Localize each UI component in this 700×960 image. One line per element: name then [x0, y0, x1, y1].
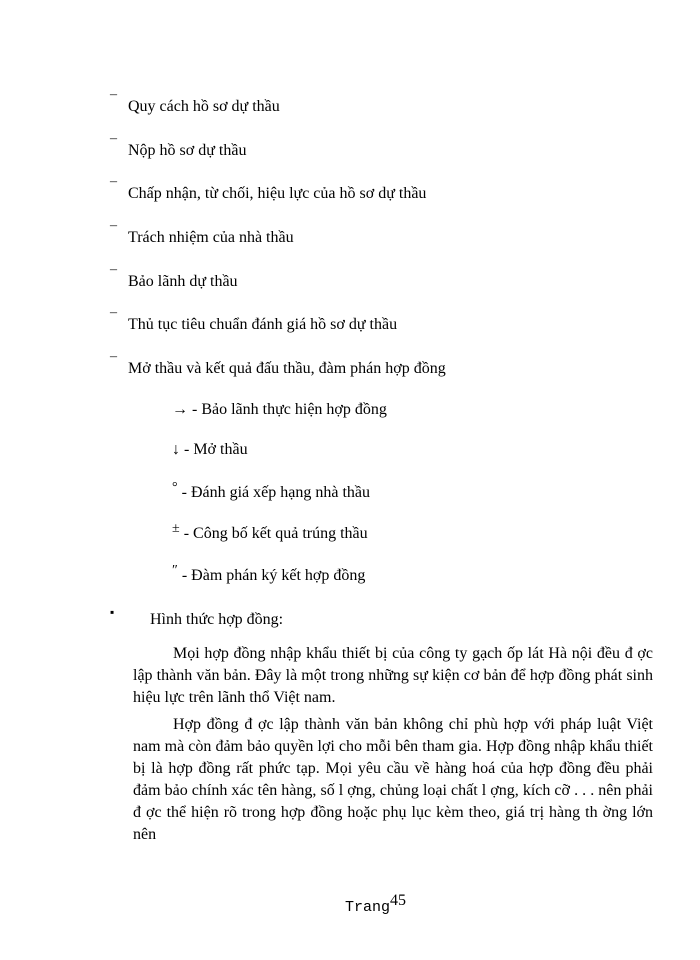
- arrow-down-icon: ↓: [172, 441, 180, 458]
- sub-list-item: [172, 521, 368, 545]
- body-paragraph: Mọi hợp đồng nhập khẩu thiết bị của công ty gạch ốp lát Hà nội đều đ ợc lập thành văn bản. Đây là một trong những sự kiện cơ bản để hợp đồng phát sinh hiệu lực trên lãnh thổ Việt nam.: [133, 645, 653, 706]
- square-bullet-icon: ▪: [110, 605, 115, 619]
- list-item: [110, 269, 238, 293]
- dash-marker: ¯: [110, 269, 117, 284]
- page-label: Trang: [345, 899, 391, 916]
- sub-list-item: [172, 480, 370, 504]
- sub-list-item-text: - Bảo lãnh thực hiện hợp đồng: [192, 401, 387, 418]
- list-item: [110, 181, 427, 205]
- dash-marker: ¯: [110, 312, 117, 327]
- dash-marker: ¯: [110, 356, 117, 371]
- list-item-text: Trách nhiệm của nhà thầu: [128, 229, 294, 246]
- list-item-text: Quy cách hồ sơ dự thầu: [128, 98, 280, 115]
- list-item: [110, 225, 294, 249]
- degree-icon: °: [172, 480, 178, 495]
- sub-list-item: [172, 400, 387, 420]
- sub-list-item-text: - Đánh giá xếp hạng nhà thầu: [181, 484, 370, 501]
- sub-list-item-text: - Đàm phán ký kết hợp đồng: [181, 567, 366, 584]
- page-footer: [345, 892, 407, 916]
- sub-list-item-text: - Công bố kết quả trúng thầu: [183, 525, 368, 542]
- list-item-text: Thủ tục tiêu chuẩn đánh giá hồ sơ dự thầu: [128, 316, 398, 333]
- sub-list-item: [172, 563, 366, 587]
- list-item: [110, 356, 446, 380]
- arrow-right-icon: →: [172, 401, 188, 418]
- sub-list-item: [172, 440, 248, 460]
- list-item-text: Chấp nhận, từ chối, hiệu lực của hồ sơ dự thầu: [128, 185, 427, 202]
- section-heading: [110, 605, 284, 630]
- page-number: 45: [390, 892, 407, 909]
- dash-marker: ¯: [110, 181, 117, 196]
- list-item: [110, 312, 398, 336]
- list-item-text: Nộp hồ sơ dự thầu: [128, 142, 247, 159]
- section-heading-text: Hình thức hợp đồng:: [150, 611, 284, 628]
- dash-marker: ¯: [110, 94, 117, 109]
- dash-marker: ¯: [110, 225, 117, 240]
- list-item-text: Bảo lãnh dự thầu: [128, 273, 238, 290]
- body-paragraph: Hợp đồng đ ợc lập thành văn bản không chỉ phù hợp với pháp luật Việt nam mà còn đảm bảo quyền lợi cho mỗi bên tham gia. Hợp đồng nhập khẩu thiết bị là hợp đồng rất phức tạp. Mọi yêu cầu về hàng hoá của hợp đồng đều phải đảm bảo chính xác tên hàng, số l ợng, chủng loại chất l ợng, kích cỡ . . . nên phải đ ợc thể hiện rõ trong hợp đồng hoặc phụ lục kèm theo, giá trị hàng th ờng lớn nên: [133, 716, 653, 843]
- list-item: [110, 138, 247, 162]
- list-item-text: Mở thầu và kết quả đấu thầu, đàm phán hợp đồng: [128, 360, 446, 377]
- sub-list-item-text: - Mở thầu: [184, 441, 248, 458]
- dash-marker: ¯: [110, 138, 117, 153]
- plus-minus-icon: ±: [172, 521, 180, 536]
- double-prime-icon: ″: [172, 563, 178, 578]
- list-item: [110, 94, 280, 118]
